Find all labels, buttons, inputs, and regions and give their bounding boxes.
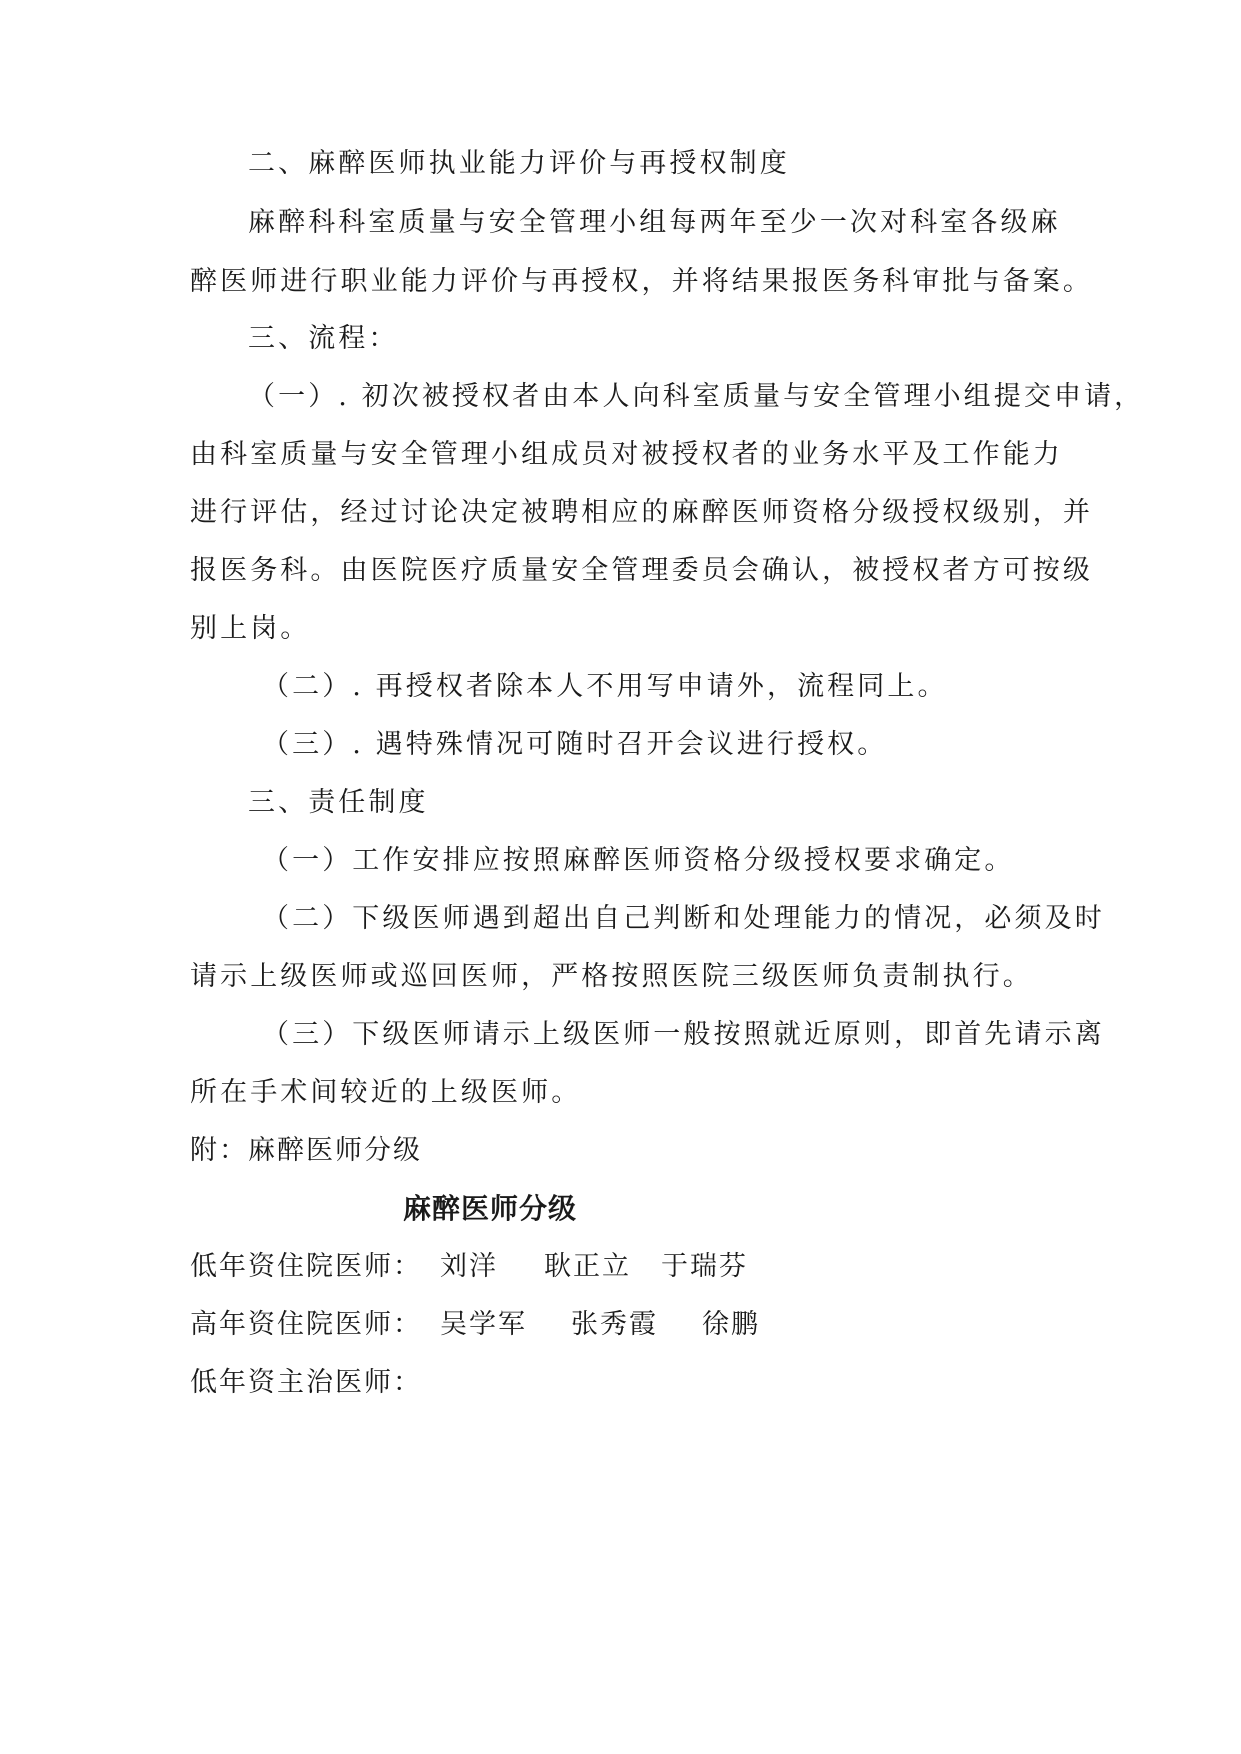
roster-row: [190, 1250, 748, 1284]
roster-label: 低年资主治医师：: [190, 1367, 422, 1398]
section-heading-responsibility: 三、责任制度: [248, 787, 429, 818]
paragraph-line: 进行评估，经过讨论决定被聘相应的麻醉医师资格分级授权级别，并: [190, 497, 1093, 528]
roster-name: 徐鹏: [702, 1309, 760, 1340]
paragraph-line: 所在手术间较近的上级医师。: [190, 1077, 582, 1108]
appendix-note: 附：麻醉医师分级: [190, 1135, 422, 1166]
paragraph-line: 由科室质量与安全管理小组成员对被授权者的业务水平及工作能力: [190, 439, 1063, 470]
paragraph-line: 麻醉科科室质量与安全管理小组每两年至少一次对科室各级麻: [248, 207, 1061, 238]
process-item: （三）. 遇特殊情况可随时召开会议进行授权。: [262, 729, 888, 760]
roster-label: 高年资住院医师：: [190, 1309, 422, 1340]
roster-name: 吴学军: [440, 1309, 527, 1340]
section-heading-authorization: 二、麻醉医师执业能力评价与再授权制度: [248, 148, 790, 179]
roster-name: 于瑞芬: [661, 1251, 748, 1282]
paragraph-line: 别上岗。: [190, 613, 311, 644]
roster-row: [190, 1308, 760, 1342]
responsibility-item: （三）下级医师请示上级医师一般按照就近原则，即首先请示离: [262, 1019, 1105, 1050]
roster-name: 张秀霞: [571, 1309, 658, 1340]
responsibility-item: （一）工作安排应按照麻醉医师资格分级授权要求确定。: [262, 845, 1015, 876]
process-item: （二）. 再授权者除本人不用写申请外，流程同上。: [262, 671, 948, 702]
paragraph-line: 请示上级医师或巡回医师，严格按照医院三级医师负责制执行。: [190, 961, 1033, 992]
roster-name: 耿正立: [544, 1251, 631, 1282]
roster-row: [190, 1366, 422, 1400]
paragraph-line: 报医务科。由医院医疗质量安全管理委员会确认，被授权者方可按级: [190, 555, 1093, 586]
section-heading-process: 三、流程：: [248, 323, 399, 354]
roster-label: 低年资住院医师：: [190, 1251, 422, 1282]
paragraph-line: （一）. 初次被授权者由本人向科室质量与安全管理小组提交申请，: [248, 381, 1145, 412]
roster-name: 刘洋: [440, 1251, 498, 1282]
responsibility-item: （二）下级医师遇到超出自己判断和处理能力的情况，必须及时: [262, 903, 1105, 934]
grading-title: 麻醉医师分级: [403, 1192, 578, 1225]
paragraph-line: 醉医师进行职业能力评价与再授权，并将结果报医务科审批与备案。: [190, 266, 1093, 297]
